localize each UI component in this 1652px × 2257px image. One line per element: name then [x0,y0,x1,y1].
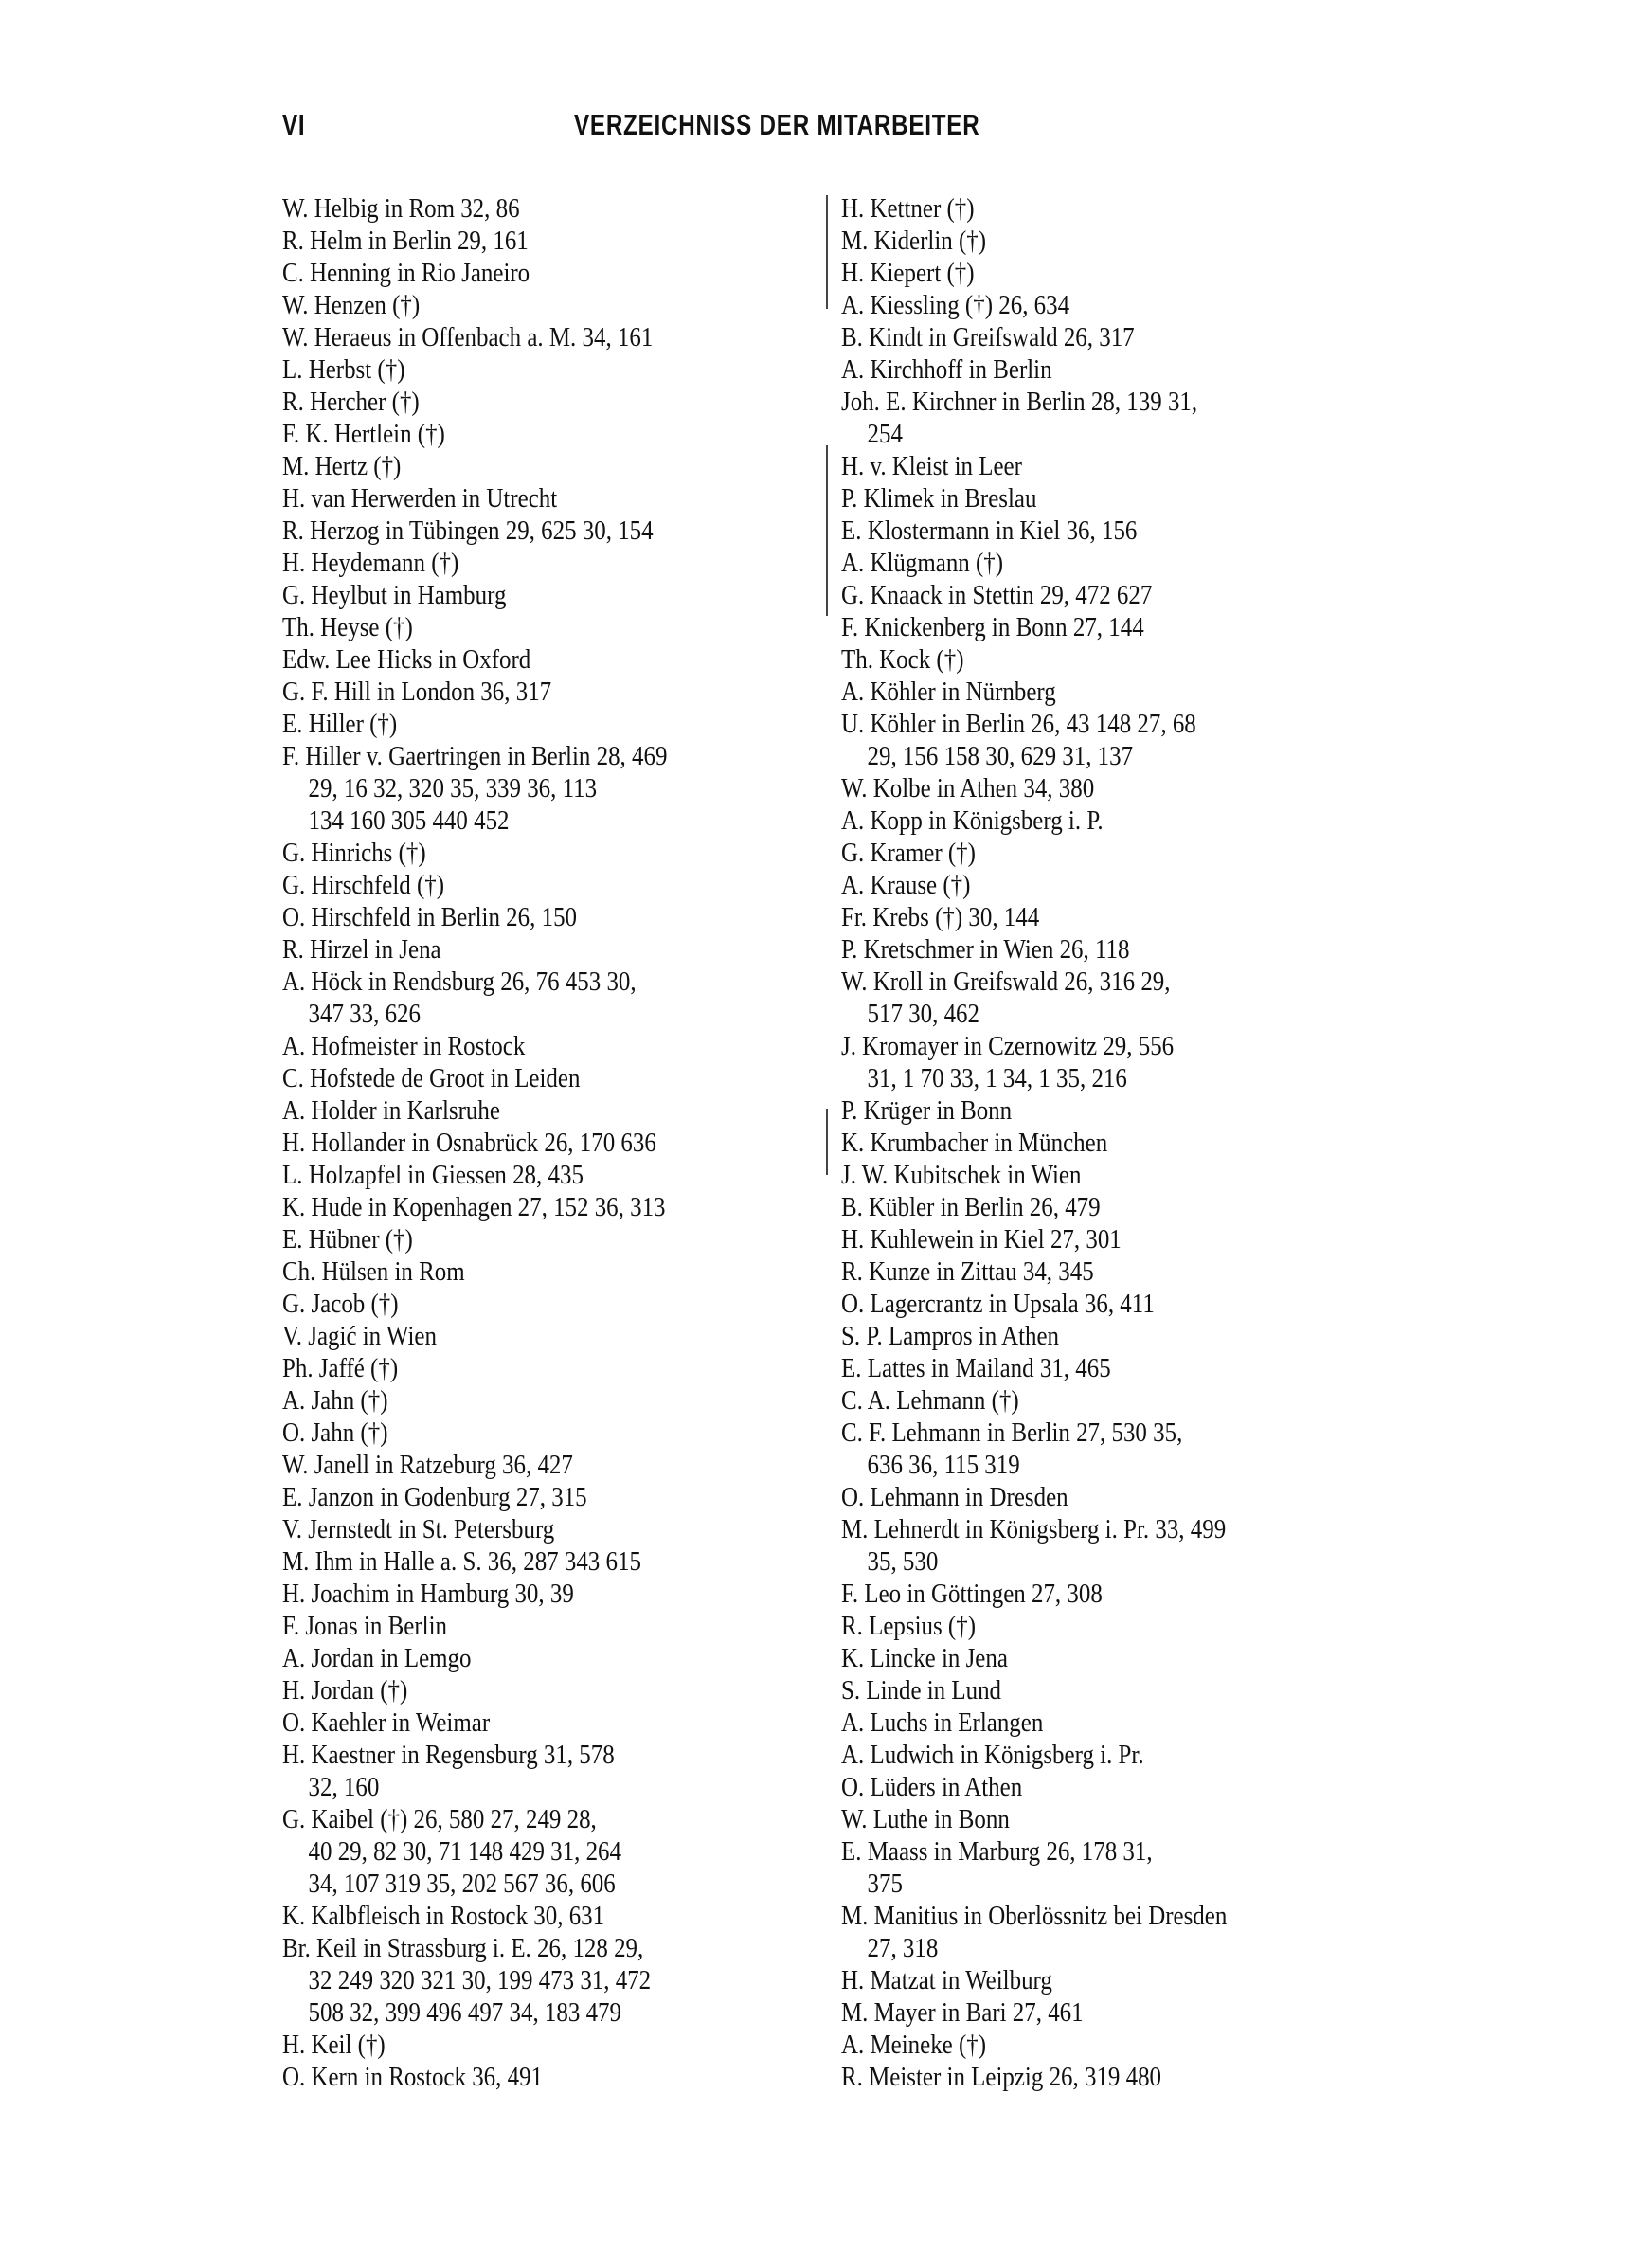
contributor-entry: C. Hofstede de Groot in Leiden [282,1063,581,1093]
contributor-entry: G. F. Hill in London 36, 317 [282,677,552,707]
contributor-entry: R. Kunze in Zittau 34, 345 [841,1256,1094,1287]
contributor-entry: O. Kaehler in Weimar [282,1707,491,1738]
contributor-entry: W. Heraeus in Offenbach a. M. 34, 161 [282,322,654,352]
contributor-entry: O. Hirschfeld in Berlin 26, 150 [282,902,578,932]
contributor-entry: H. Hollander in Osnabrück 26, 170 636 [282,1128,656,1158]
contributor-entry: F. K. Hertlein (†) [282,419,445,449]
contributor-entry: B. Kübler in Berlin 26, 479 [841,1192,1101,1222]
contributor-entry: Ph. Jaffé (†) [282,1353,399,1383]
contributor-entry: Joh. E. Kirchner in Berlin 28, 139 31, [841,387,1198,417]
contributor-entry: M. Manitius in Oberlössnitz bei Dresden [841,1901,1228,1931]
contributor-entry: E. Lattes in Mailand 31, 465 [841,1353,1111,1383]
contributor-entry: H. Jordan (†) [282,1675,408,1706]
contributor-entry: A. Ludwich in Königsberg i. Pr. [841,1740,1144,1770]
contributor-entry: H. Kiepert (†) [841,258,975,288]
contributor-entry: G. Knaack in Stettin 29, 472 627 [841,580,1153,610]
contributor-entry: W. Janell in Ratzeburg 36, 427 [282,1450,573,1480]
contributor-entry: F. Leo in Göttingen 27, 308 [841,1579,1103,1609]
contributor-entry: P. Krüger in Bonn [841,1095,1013,1126]
contributor-entry: W. Luthe in Bonn [841,1804,1010,1834]
contributor-entry: W. Henzen (†) [282,290,421,320]
contributor-entry: H. Kaestner in Regensburg 31, 578 [282,1740,615,1770]
contributor-entry: F. Hiller v. Gaertringen in Berlin 28, 469 [282,741,668,771]
contributor-entry: R. Hirzel in Jena [282,934,441,965]
running-head: VERZEICHNISS DER MITARBEITER [574,108,980,141]
left-column [282,192,832,2093]
contributor-entry: S. P. Lampros in Athen [841,1321,1060,1351]
contributor-entry: L. Holzapfel in Giessen 28, 435 [282,1160,584,1190]
contributor-entry: 34, 107 319 35, 202 567 36, 606 [308,1869,616,1899]
contributor-entry: 32, 160 [308,1772,380,1802]
contributor-entry: M. Kiderlin (†) [841,226,987,256]
contributor-entry: K. Krumbacher in München [841,1128,1108,1158]
contributor-entry: 254 [867,419,903,449]
contributor-entry: 517 30, 462 [867,999,979,1029]
contributor-entry: A. Höck in Rendsburg 26, 76 453 30, [282,966,637,997]
contributor-entry: A. Klügmann (†) [841,548,1004,578]
contributor-entry: G. Kramer (†) [841,838,976,868]
contributor-entry: P. Kretschmer in Wien 26, 118 [841,934,1130,965]
contributor-entry: 134 160 305 440 452 [308,805,510,836]
contributor-entry: Th. Kock (†) [841,644,964,675]
contributor-entry: 375 [867,1869,903,1899]
right-column [841,192,1391,2093]
contributor-entry: O. Lehmann in Dresden [841,1482,1068,1512]
contributor-entry: R. Lepsius (†) [841,1611,977,1641]
contributor-entry: B. Kindt in Greifswald 26, 317 [841,322,1135,352]
contributor-entry: E. Klostermann in Kiel 36, 156 [841,515,1138,546]
contributor-entry: K. Kalbfleisch in Rostock 30, 631 [282,1901,605,1931]
contributor-entry: F. Jonas in Berlin [282,1611,447,1641]
contributor-entry: G. Hinrichs (†) [282,838,426,868]
contributor-entry: U. Köhler in Berlin 26, 43 148 27, 68 [841,709,1196,739]
contributor-entry: E. Hübner (†) [282,1224,413,1255]
contributor-entry: K. Hude in Kopenhagen 27, 152 36, 313 [282,1192,666,1222]
contributor-entry: O. Kern in Rostock 36, 491 [282,2062,544,2092]
contributor-entry: H. Matzat in Weilburg [841,1965,1052,1995]
contributor-entry: G. Jacob (†) [282,1289,399,1319]
contributor-entry: Ch. Hülsen in Rom [282,1256,465,1287]
contributor-entry: 508 32, 399 496 497 34, 183 479 [308,1997,621,2028]
contributor-entry: 636 36, 115 319 [867,1450,1020,1480]
contributor-entry: Edw. Lee Hicks in Oxford [282,644,531,675]
contributor-entry: P. Klimek in Breslau [841,483,1037,514]
contributor-entry: F. Knickenberg in Bonn 27, 144 [841,612,1144,642]
contributor-entry: G. Kaibel (†) 26, 580 27, 249 28, [282,1804,597,1834]
contributor-entry: O. Lagercrantz in Upsala 36, 411 [841,1289,1155,1319]
contributor-entry: W. Kroll in Greifswald 26, 316 29, [841,966,1171,997]
contributor-entry: 347 33, 626 [308,999,421,1029]
page-number: VI [282,108,306,141]
contributor-entry: C. Henning in Rio Janeiro [282,258,530,288]
contributor-entry: C. F. Lehmann in Berlin 27, 530 35, [841,1417,1183,1448]
contributor-entry: 35, 530 [867,1546,939,1577]
contributor-entry: H. Joachim in Hamburg 30, 39 [282,1579,574,1609]
contributor-entry: R. Hercher (†) [282,387,420,417]
contributor-entry: W. Helbig in Rom 32, 86 [282,193,520,224]
contributor-entry: R. Helm in Berlin 29, 161 [282,226,529,256]
contributor-entry: Br. Keil in Strassburg i. E. 26, 128 29, [282,1933,644,1963]
contributor-entry: A. Kirchhoff in Berlin [841,354,1052,385]
contributor-entry: L. Herbst (†) [282,354,405,385]
contributor-entry: C. A. Lehmann (†) [841,1385,1019,1416]
contributor-entry: J. Kromayer in Czernowitz 29, 556 [841,1031,1175,1061]
contributor-entry: E. Janzon in Godenburg 27, 315 [282,1482,587,1512]
contributor-entry: A. Luchs in Erlangen [841,1707,1044,1738]
contributor-entry: M. Ihm in Halle a. S. 36, 287 343 615 [282,1546,641,1577]
contributor-entry: A. Meineke (†) [841,2030,987,2060]
contributor-entry: M. Lehnerdt in Königsberg i. Pr. 33, 499 [841,1514,1227,1544]
contributor-entry: V. Jagić in Wien [282,1321,437,1351]
contributor-entry: R. Meister in Leipzig 26, 319 480 [841,2062,1162,2092]
contributor-entry: A. Jordan in Lemgo [282,1643,472,1673]
contributor-entry: 32 249 320 321 30, 199 473 31, 472 [308,1965,652,1995]
contributor-entry: S. Linde in Lund [841,1675,1002,1706]
contributor-entry: H. v. Kleist in Leer [841,451,1022,481]
contributor-entry: 27, 318 [867,1933,939,1963]
contributor-entry: R. Herzog in Tübingen 29, 625 30, 154 [282,515,654,546]
contributor-entry: E. Maass in Marburg 26, 178 31, [841,1836,1153,1867]
contributor-entry: E. Hiller (†) [282,709,398,739]
contributor-entry: A. Jahn (†) [282,1385,388,1416]
contributor-entry: Fr. Krebs (†) 30, 144 [841,902,1040,932]
contributor-entry: G. Heylbut in Hamburg [282,580,507,610]
contributor-entry: A. Kopp in Königsberg i. P. [841,805,1104,836]
contributor-entry: H. Heydemann (†) [282,548,459,578]
contributor-entry: Th. Heyse (†) [282,612,413,642]
contributor-entry: O. Jahn (†) [282,1417,388,1448]
contributor-entry: A. Krause (†) [841,870,971,900]
contributor-entry: A. Köhler in Nürnberg [841,677,1056,707]
contributor-entry: M. Mayer in Bari 27, 461 [841,1997,1084,2028]
contributor-entry: J. W. Kubitschek in Wien [841,1160,1082,1190]
contributor-entry: V. Jernstedt in St. Petersburg [282,1514,555,1544]
contributor-entry: A. Holder in Karlsruhe [282,1095,500,1126]
contributor-entry: 31, 1 70 33, 1 34, 1 35, 216 [867,1063,1127,1093]
contributor-entry: H. Kettner (†) [841,193,975,224]
contributor-entry: H. Keil (†) [282,2030,386,2060]
contributor-entry: A. Kiessling (†) 26, 634 [841,290,1070,320]
contributor-entry: H. van Herwerden in Utrecht [282,483,558,514]
contributor-entry: A. Hofmeister in Rostock [282,1031,526,1061]
contributor-entry: G. Hirschfeld (†) [282,870,445,900]
contributor-entry: M. Hertz (†) [282,451,402,481]
contributor-entry: 29, 156 158 30, 629 31, 137 [867,741,1134,771]
contributor-entry: O. Lüders in Athen [841,1772,1023,1802]
contributor-entry: H. Kuhlewein in Kiel 27, 301 [841,1224,1122,1255]
contributor-entry: W. Kolbe in Athen 34, 380 [841,773,1095,803]
contributor-entry: 29, 16 32, 320 35, 339 36, 113 [308,773,598,803]
contributor-entry: K. Lincke in Jena [841,1643,1008,1673]
contributor-entry: 40 29, 82 30, 71 148 429 31, 264 [308,1836,621,1867]
